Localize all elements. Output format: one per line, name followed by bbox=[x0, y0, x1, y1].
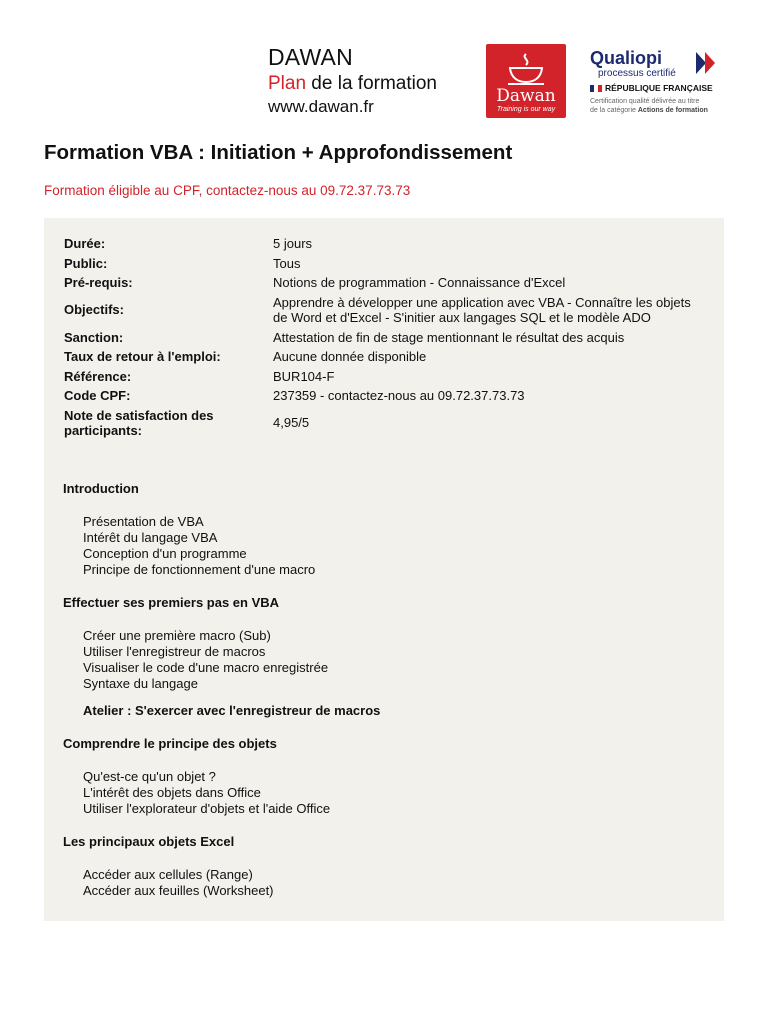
list-item: Syntaxe du langage bbox=[83, 676, 198, 691]
info-table bbox=[64, 236, 704, 443]
info-row bbox=[64, 388, 704, 404]
plan-de-formation bbox=[268, 72, 437, 96]
info-row bbox=[64, 256, 704, 272]
section-title: Les principaux objets Excel bbox=[63, 834, 235, 849]
plan-rest: de la formation bbox=[306, 73, 437, 94]
section-items bbox=[83, 769, 703, 817]
dawan-logo bbox=[486, 44, 566, 118]
list-item: Principe de fonctionnement d'une macro bbox=[83, 562, 316, 577]
info-row bbox=[64, 295, 704, 326]
section-items bbox=[83, 867, 703, 899]
info-label: Public: bbox=[64, 255, 108, 271]
section-title: Comprendre le principe des objets bbox=[63, 736, 277, 751]
info-value: Notions de programmation - Connaissance d'Excel bbox=[273, 275, 566, 290]
qualiopi-certification bbox=[590, 97, 730, 115]
cert-line-2-prefix: de la catégorie bbox=[590, 107, 638, 114]
list-item: Présentation de VBA bbox=[83, 514, 204, 529]
section-items bbox=[83, 628, 703, 692]
cert-line-2-bold: Actions de formation bbox=[637, 107, 708, 114]
logo-word: Dawan bbox=[496, 86, 556, 106]
list-item: Qu'est-ce qu'un objet ? bbox=[83, 769, 216, 784]
info-row bbox=[64, 349, 704, 365]
info-label: Sanction: bbox=[64, 329, 124, 345]
section-items bbox=[83, 514, 703, 578]
info-row bbox=[64, 408, 704, 439]
list-item: L'intérêt des objets dans Office bbox=[83, 785, 261, 800]
info-label: Code CPF: bbox=[64, 388, 131, 403]
info-row bbox=[64, 275, 704, 291]
section-title: Introduction bbox=[63, 481, 139, 496]
info-row bbox=[64, 369, 704, 385]
website-url[interactable]: www.dawan.fr bbox=[268, 97, 374, 116]
list-item: Visualiser le code d'une macro enregistrée bbox=[83, 660, 329, 675]
qualiopi-subtitle: processus certifié bbox=[598, 68, 676, 79]
list-item: Utiliser l'explorateur d'objets et l'aide Office bbox=[83, 801, 331, 816]
cert-line-2 bbox=[590, 106, 730, 115]
course-program bbox=[63, 481, 703, 916]
info-row bbox=[64, 330, 704, 346]
info-label: Taux de retour à l'emploi: bbox=[64, 349, 221, 364]
list-item: Accéder aux cellules (Range) bbox=[83, 867, 253, 882]
info-label: Pré-requis: bbox=[64, 275, 133, 290]
brand-name: DAWAN bbox=[268, 44, 353, 70]
republique-francaise bbox=[590, 83, 730, 94]
formation-details-panel bbox=[44, 218, 724, 921]
header bbox=[268, 44, 437, 117]
atelier-title: Atelier : S'exercer avec l'enregistreur de macros bbox=[83, 703, 381, 718]
info-value: Tous bbox=[273, 255, 301, 271]
list-item: Utiliser l'enregistreur de macros bbox=[83, 644, 266, 659]
info-label: Référence: bbox=[64, 368, 132, 384]
info-value: BUR104-F bbox=[273, 368, 335, 384]
cpf-notice: Formation éligible au CPF, contactez-nous au 09.72.37.73.73 bbox=[44, 183, 411, 198]
info-value: 4,95/5 bbox=[273, 415, 310, 431]
info-row bbox=[64, 236, 704, 252]
info-label: Note de satisfaction des participants: bbox=[64, 407, 214, 438]
info-value: 237359 - contactez-nous au 09.72.37.73.73 bbox=[273, 388, 525, 403]
list-item: Accéder aux feuilles (Worksheet) bbox=[83, 883, 274, 898]
plan-accent: Plan bbox=[268, 73, 307, 94]
republique-text: RÉPUBLIQUE FRANÇAISE bbox=[605, 83, 713, 93]
qualiopi-arrows-icon bbox=[696, 50, 722, 76]
list-item: Créer une première macro (Sub) bbox=[83, 628, 271, 643]
cup-icon bbox=[506, 52, 546, 86]
info-label: Durée: bbox=[64, 236, 106, 251]
info-value: Apprendre à développer une application avec VBA - Connaître les objets de Word et d'Excel - S'initier aux langages SQL et le modèle ADO bbox=[273, 294, 691, 325]
qualiopi-badge bbox=[590, 48, 730, 115]
cert-line-1: Certification qualité délivrée au titre bbox=[590, 98, 700, 105]
list-item: Conception d'un programme bbox=[83, 546, 247, 561]
qualiopi-title: Qualiopi bbox=[590, 48, 662, 68]
info-value: Aucune donnée disponible bbox=[273, 349, 427, 364]
info-value: Attestation de fin de stage mentionnant le résultat des acquis bbox=[273, 329, 625, 345]
info-label: Objectifs: bbox=[64, 302, 124, 318]
list-item: Intérêt du langage VBA bbox=[83, 530, 218, 545]
page-title: Formation VBA : Initiation + Approfondissement bbox=[44, 141, 513, 164]
french-flag-icon bbox=[590, 85, 602, 92]
info-value: 5 jours bbox=[273, 236, 313, 251]
section-title: Effectuer ses premiers pas en VBA bbox=[63, 595, 280, 610]
logo-tagline: Training is our way bbox=[496, 106, 556, 113]
